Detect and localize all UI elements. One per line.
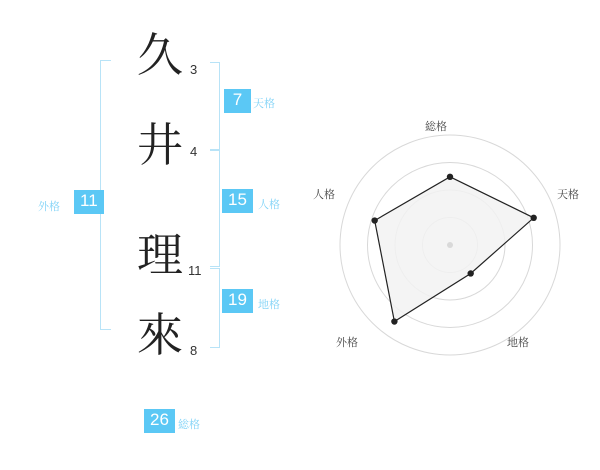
axis-label-tenkaku: 天格 — [557, 189, 579, 201]
radar-point — [530, 215, 536, 221]
badge-tenkaku-value: 7 — [224, 89, 251, 113]
radar-chart-panel — [300, 0, 600, 470]
kanji-char-2: 井 — [137, 118, 183, 172]
badge-soukaku-label: 総格 — [178, 419, 200, 431]
badge-gaikaku-label: 外格 — [38, 201, 60, 213]
stroke-count-1: 3 — [190, 62, 198, 77]
radar-point — [371, 217, 377, 223]
kanji-char-4: 來 — [137, 308, 183, 362]
badge-jinkaku-value: 15 — [222, 189, 253, 213]
badge-chikaku-value: 19 — [222, 289, 253, 313]
axis-label-soukaku: 総格 — [425, 121, 447, 133]
radar-point — [467, 270, 473, 276]
axis-label-jinkaku: 人格 — [313, 189, 335, 201]
axis-label-chikaku: 地格 — [507, 337, 529, 349]
badge-chikaku-label: 地格 — [258, 299, 280, 311]
stroke-count-2: 4 — [190, 144, 198, 159]
stroke-count-4: 8 — [190, 343, 198, 358]
badge-jinkaku-label: 人格 — [258, 199, 280, 211]
bracket-chikaku — [210, 268, 220, 348]
badge-soukaku-value: 26 — [144, 409, 175, 433]
kanji-char-3: 理 — [137, 228, 183, 282]
stroke-count-3: 11 — [188, 263, 202, 278]
bracket-tenkaku — [210, 62, 220, 150]
radar-chart-svg — [300, 95, 600, 395]
axis-label-gaikaku: 外格 — [336, 337, 358, 349]
radar-point — [391, 318, 397, 324]
radar-center-dot — [447, 242, 453, 248]
bracket-jinkaku — [210, 150, 220, 267]
badge-tenkaku-label: 天格 — [253, 98, 275, 110]
kanji-char-1: 久 — [137, 28, 183, 82]
badge-gaikaku-value: 11 — [74, 190, 104, 214]
radar-point — [447, 174, 453, 180]
